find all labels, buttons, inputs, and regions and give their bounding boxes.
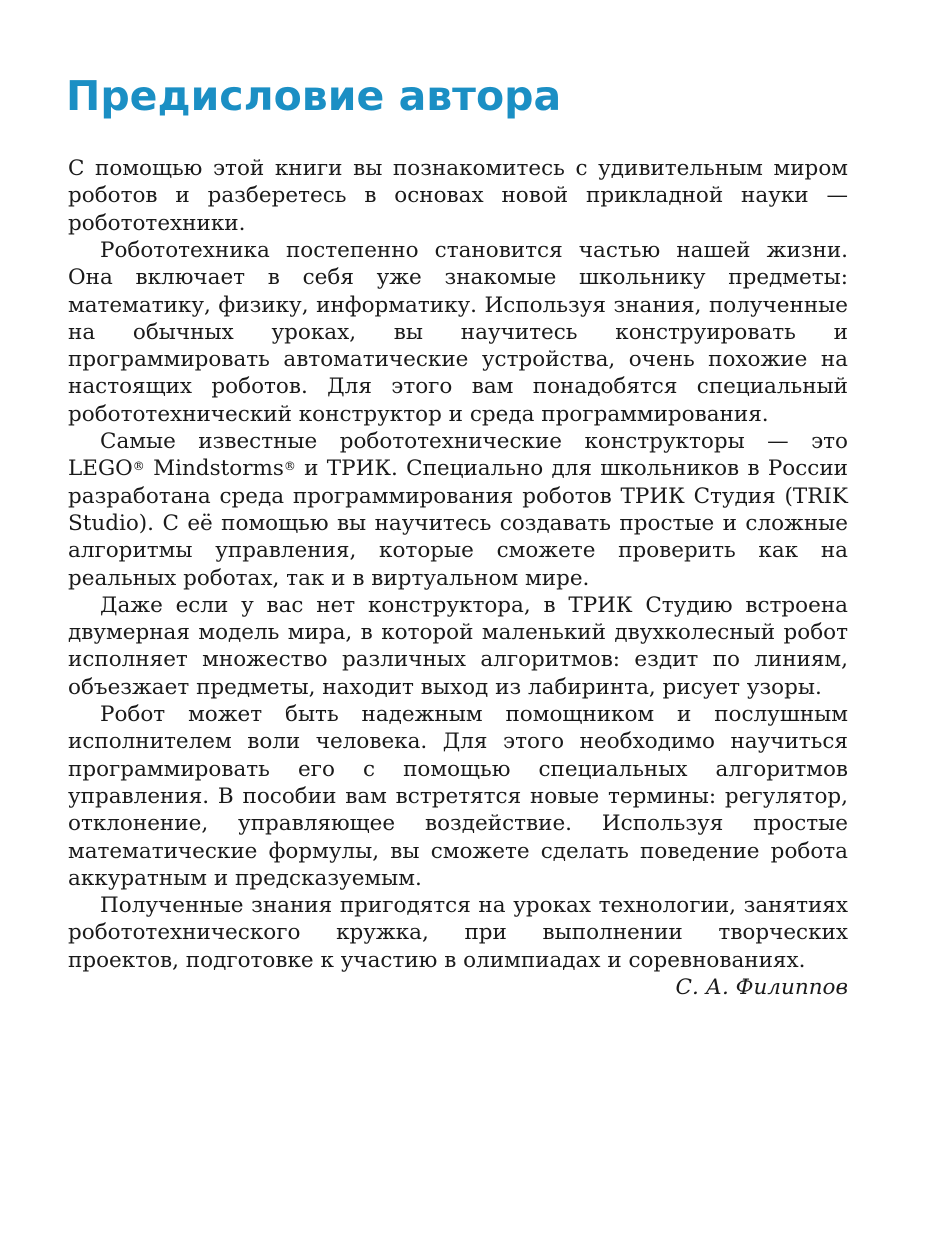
paragraph-2d-model: Даже если у вас нет конструктора, в ТРИК Студию встроена двумерная модель мира, в которой маленький двухколесный робот исполняет множество различных алгоритмов: ездит по линиям, объезжает предметы, находит выход из лабиринта, рисует узоры.	[68, 592, 848, 700]
author-signature: С. А. Филиппов	[675, 975, 848, 1000]
paragraph-knowledge: Полученные знания пригодятся на уроках технологии, занятиях робототехнического кружка, при выполнении творческих проектов, подготовке к участию в олимпиадах и соревнованиях.	[68, 893, 848, 973]
registered-mark-1: ®	[132, 459, 145, 474]
paragraph-robotics-life: Робототехника постепенно становится частью нашей жизни. Она включает в себя уже знакомые школьнику предметы: математику, физику, информатику. Используя знания, полученные на обычных уроках, вы научитесь конструировать и программировать автоматические устройства, очень похожие на настоящих роботов. Для этого вам понадобятся специальный робототехнический конструктор и среда программирования.	[68, 237, 848, 427]
lego-brand: LEGO	[68, 456, 133, 482]
page-title: Предисловие автора	[66, 72, 562, 120]
registered-mark-2: ®	[283, 459, 296, 474]
paragraph-helper: Робот может быть надежным помощником и послушным исполнителем воли человека. Для этого необходимо научиться программировать его с помощью специальных алгоритмов управления. В пособии вам встретятся новые термины: регулятор, отклонение, управляющее воздействие. Используя простые математические формулы, вы сможете сделать поведение робота аккуратным и предсказуемым.	[68, 702, 848, 891]
constructors-text-end: и ТРИК. Специально для школьников в России разработана среда программирования роботов ТРИК Студия (TRIK Studio). С её помощью вы научитесь создавать простые и сложные алгоритмы управления, которые сможете проверить как на реальных роботах, так и в виртуальном мире.	[68, 456, 848, 591]
paragraph-constructors	[68, 428, 848, 592]
paragraph-intro: С помощью этой книги вы познакомитесь с удивительным миром роботов и разберетесь в основах новой прикладной науки — робототехники.	[68, 156, 848, 236]
preface-page	[68, 74, 848, 1001]
mindstorms-brand: Mindstorms	[144, 456, 284, 482]
constructors-text-start: Самые известные робототехнические конструкторы — это	[100, 429, 848, 455]
preface-body	[68, 155, 848, 974]
